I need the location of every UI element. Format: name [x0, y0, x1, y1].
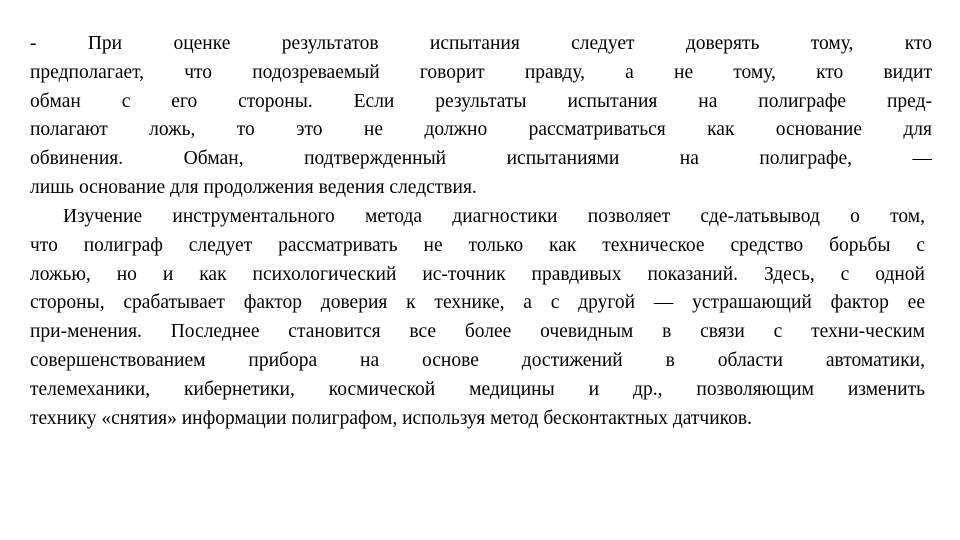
paragraph-line: лишь основание для продолжения ведения следствия. — [30, 176, 477, 198]
paragraph-line: предполагает, что подозреваемый говорит правду, а не тому, кто видит — [30, 61, 932, 83]
paragraph-line: Изучение инструментального метода диагностики позволяет сде-латьвывод о том, — [63, 206, 925, 227]
paragraph-line: технику «снятия» информации полиграфом, используя метод бесконтактных датчиков. — [30, 407, 752, 429]
paragraph-line: что полиграф следует рассматривать не только как техническое средство борьбы с — [30, 234, 925, 256]
paragraph-line: стороны, срабатывает фактор доверия к технике, а с другой — устрашающий фактор ее — [30, 292, 925, 314]
paragraph-line: совершенствованием прибора на основе достижений в области автоматики, — [30, 349, 925, 371]
paragraph-line: обвинения. Обман, подтвержденный испытаниями на полиграфе, — — [30, 148, 932, 170]
paragraph-2 — [30, 203, 925, 433]
paragraph-line: полагают ложь, то это не должно рассматриваться как основание для — [30, 119, 932, 141]
paragraph-line: - При оценке результатов испытания следует доверять тому, кто — [30, 33, 932, 54]
paragraph-1 — [30, 30, 932, 203]
paragraph-line: при-менения. Последнее становится все более очевидным в связи с техни-ческим — [30, 321, 925, 343]
paragraph-line: ложью, но и как психологический ис-точник правдивых показаний. Здесь, с одной — [30, 263, 925, 285]
paragraph-line: телемеханики, кибернетики, космической медицины и др., позволяющим изменить — [30, 378, 925, 400]
paragraph-line: обман с его стороны. Если результаты испытания на полиграфе пред- — [30, 90, 932, 112]
